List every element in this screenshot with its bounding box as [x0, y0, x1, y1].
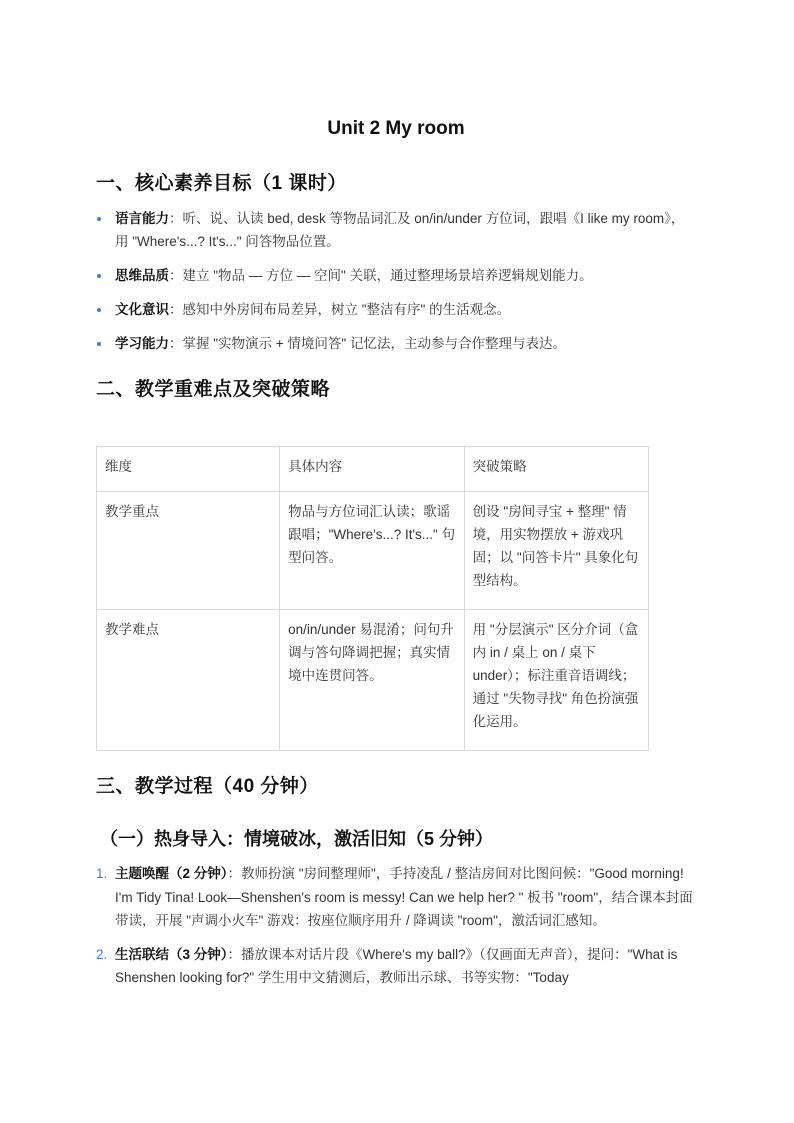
bullet-icon [97, 308, 101, 312]
step-separator: ： [227, 946, 242, 962]
goal-item [96, 264, 696, 287]
goal-separator: ： [169, 211, 183, 226]
table-header-cell: 具体内容 [280, 447, 465, 492]
step-label: 生活联结（3 分钟） [115, 946, 228, 962]
goals-list [96, 207, 696, 366]
goal-separator: ： [169, 268, 183, 283]
goal-text: 感知中外房间布局差异，树立 "整洁有序" 的生活观念。 [182, 302, 511, 317]
table-row [97, 610, 649, 751]
step-number: 2. [96, 946, 108, 962]
table-header-cell: 维度 [97, 447, 280, 492]
step-label: 主题唤醒（2 分钟） [115, 866, 228, 881]
table-header-row [97, 447, 649, 492]
bullet-icon [97, 217, 101, 221]
goal-separator: ： [169, 302, 183, 317]
key-points-table [96, 446, 649, 751]
step-separator: ： [227, 866, 242, 881]
goal-text: 建立 "物品 — 方位 — 空间" 关联，通过整理场景培养逻辑规划能力。 [182, 268, 593, 283]
goal-text: 掌握 "实物演示 + 情境问答" 记忆法，主动参与合作整理与表达。 [182, 336, 566, 351]
table-header-cell: 突破策略 [464, 447, 648, 492]
goal-item [96, 332, 696, 355]
section-heading-goals: 一、核心素养目标（1 课时） [96, 173, 347, 194]
step-item [96, 862, 696, 933]
step-text: 教师扮演 "房间整理师"，手持凌乱 / 整洁房间对比图问候："Good morning! I'm Tidy Tina! Look—Shenshen's room is messy! Can we help her? " 板书 "room"，结合课本封面带读，开展 "声调小火车" 游戏：按座位顺序用升 / 降调读 "room"，激活词汇感知。 [115, 866, 693, 928]
goal-item [96, 207, 696, 253]
table-cell: 创设 "房间寻宝 + 整理" 情境，用实物摆放 + 游戏巩固；以 "问答卡片" 具象化句型结构。 [464, 492, 648, 610]
warmup-steps-list [96, 862, 696, 1000]
step-number: 1. [96, 866, 108, 881]
table-cell: on/in/under 易混淆；问句升调与答句降调把握；真实情境中连贯问答。 [280, 610, 465, 751]
bullet-icon [97, 274, 101, 278]
subsection-heading-warmup: （一）热身导入：情境破冰，激活旧知（5 分钟） [100, 829, 494, 849]
goal-label: 语言能力 [115, 211, 169, 226]
goal-separator: ： [169, 336, 183, 351]
table-row [97, 492, 649, 610]
goal-item [96, 298, 696, 321]
goal-label: 文化意识 [115, 302, 169, 317]
bullet-icon [97, 342, 101, 346]
goal-label: 学习能力 [115, 336, 169, 351]
table-cell: 教学难点 [97, 610, 280, 751]
document-title: Unit 2 My room [327, 118, 465, 139]
step-text: 播放课本对话片段《Where's my ball?》（仅画面无声音），提问："What is Shenshen looking for?" 学生用中文猜测后，教师出示球、书等实物："Today [115, 946, 678, 985]
table-cell: 教学重点 [97, 492, 280, 610]
table-cell: 用 "分层演示" 区分介词（盒内 in / 桌上 on / 桌下 under）；标注重音语调线；通过 "失物寻找" 角色扮演强化运用。 [464, 610, 648, 751]
section-heading-key-points: 二、教学重难点及突破策略 [96, 379, 331, 400]
section-heading-process: 三、教学过程（40 分钟） [96, 776, 319, 797]
table-cell: 物品与方位词汇认读；歌谣跟唱；"Where's...? It's..." 句型问答。 [280, 492, 465, 610]
goal-text: 听、说、认读 bed, desk 等物品词汇及 on/in/under 方位词，跟唱《I like my room》，用 "Where's...? It's..." 问答物品位置。 [115, 211, 685, 249]
goal-label: 思维品质 [115, 268, 169, 283]
step-item [96, 943, 696, 990]
